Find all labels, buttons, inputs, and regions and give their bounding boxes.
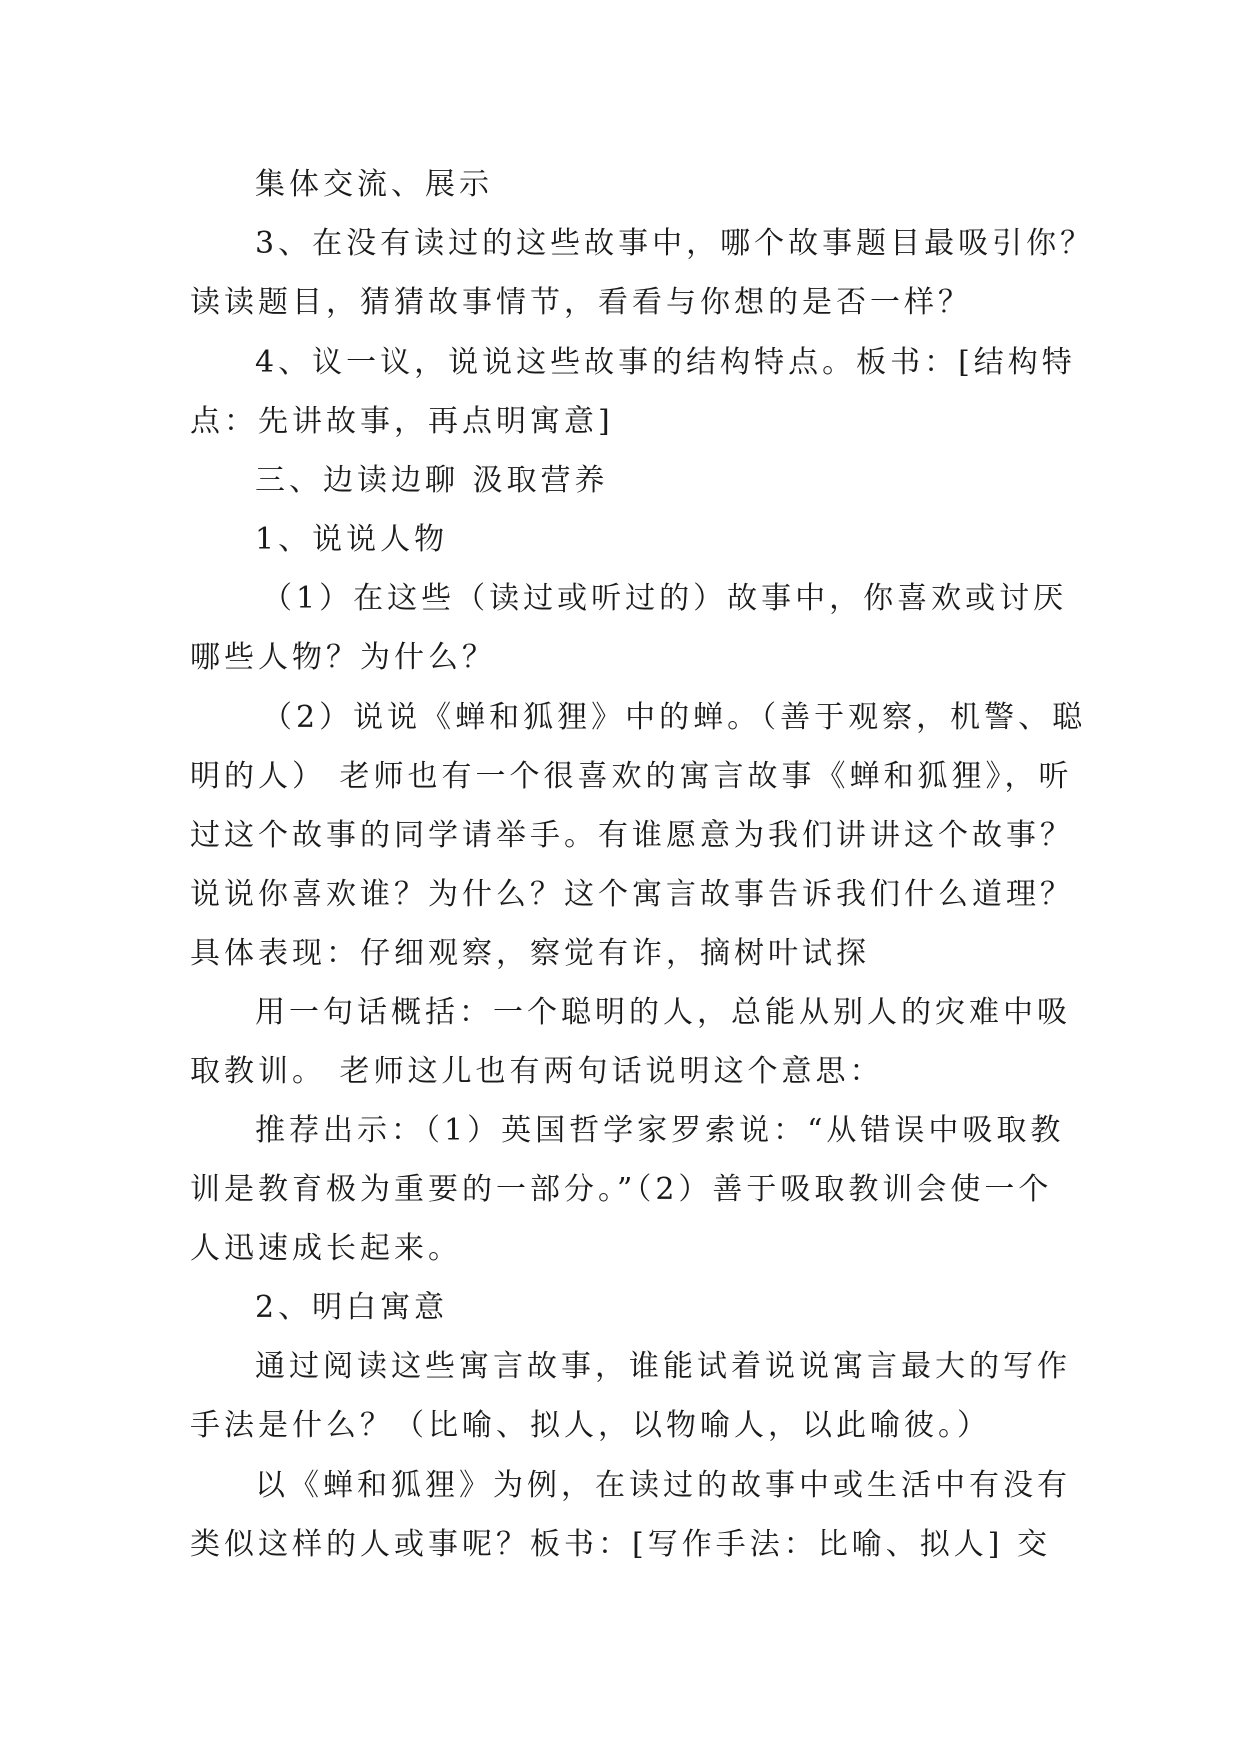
text-line: 通过阅读这些寓言故事，谁能试着说说寓言最大的写作 xyxy=(255,1349,1071,1384)
text-line: 3、在没有读过的这些故事中，哪个故事题目最吸引你？ xyxy=(255,226,1095,261)
text-line: 点：先讲故事，再点明寓意] xyxy=(190,404,614,439)
text-line: 具体表现：仔细观察，察觉有诈，摘树叶试探 xyxy=(190,936,870,971)
text-line: 类似这样的人或事呢？板书：[写作手法：比喻、拟人] 交 xyxy=(190,1527,1051,1562)
text-line: 过这个故事的同学请举手。有谁愿意为我们讲讲这个故事？ xyxy=(190,818,1074,853)
text-line: 推荐出示：（1）英国哲学家罗索说：“从错误中吸取教 xyxy=(255,1113,1065,1148)
text-line: 人迅速成长起来。 xyxy=(190,1231,462,1266)
text-line: 读读题目，猜猜故事情节，看看与你想的是否一样？ xyxy=(190,285,972,320)
text-line: 2、明白寓意 xyxy=(255,1290,449,1325)
text-line: 集体交流、展示 xyxy=(255,167,493,202)
text-line: （1）在这些（读过或听过的）故事中，你喜欢或讨厌 xyxy=(262,581,1068,616)
text-line: 说说你喜欢谁？为什么？这个寓言故事告诉我们什么道理？ xyxy=(190,877,1074,912)
text-line: 手法是什么？（比喻、拟人，以物喻人，以此喻彼。） xyxy=(190,1408,991,1443)
text-line: 训是教育极为重要的一部分。”（2）善于吸取教训会使一个 xyxy=(190,1172,1053,1207)
text-line: 4、议一议，说说这些故事的结构特点。板书：[结构特 xyxy=(255,345,1076,380)
text-line: 明的人） 老师也有一个很喜欢的寓言故事《蝉和狐狸》，听 xyxy=(190,759,1073,794)
text-line: 用一句话概括：一个聪明的人，总能从别人的灾难中吸 xyxy=(255,995,1071,1030)
text-line: 取教训。 老师这儿也有两句话说明这个意思： xyxy=(190,1054,884,1089)
text-line: 哪些人物？为什么？ xyxy=(190,640,496,675)
text-line: （2）说说《蝉和狐狸》中的蝉。（善于观察，机警、聪 xyxy=(262,700,1087,735)
text-line: 以《蝉和狐狸》为例，在读过的故事中或生活中有没有 xyxy=(255,1468,1071,1503)
text-line: 三、边读边聊 汲取营养 xyxy=(255,463,609,498)
text-line: 1、说说人物 xyxy=(255,522,449,557)
